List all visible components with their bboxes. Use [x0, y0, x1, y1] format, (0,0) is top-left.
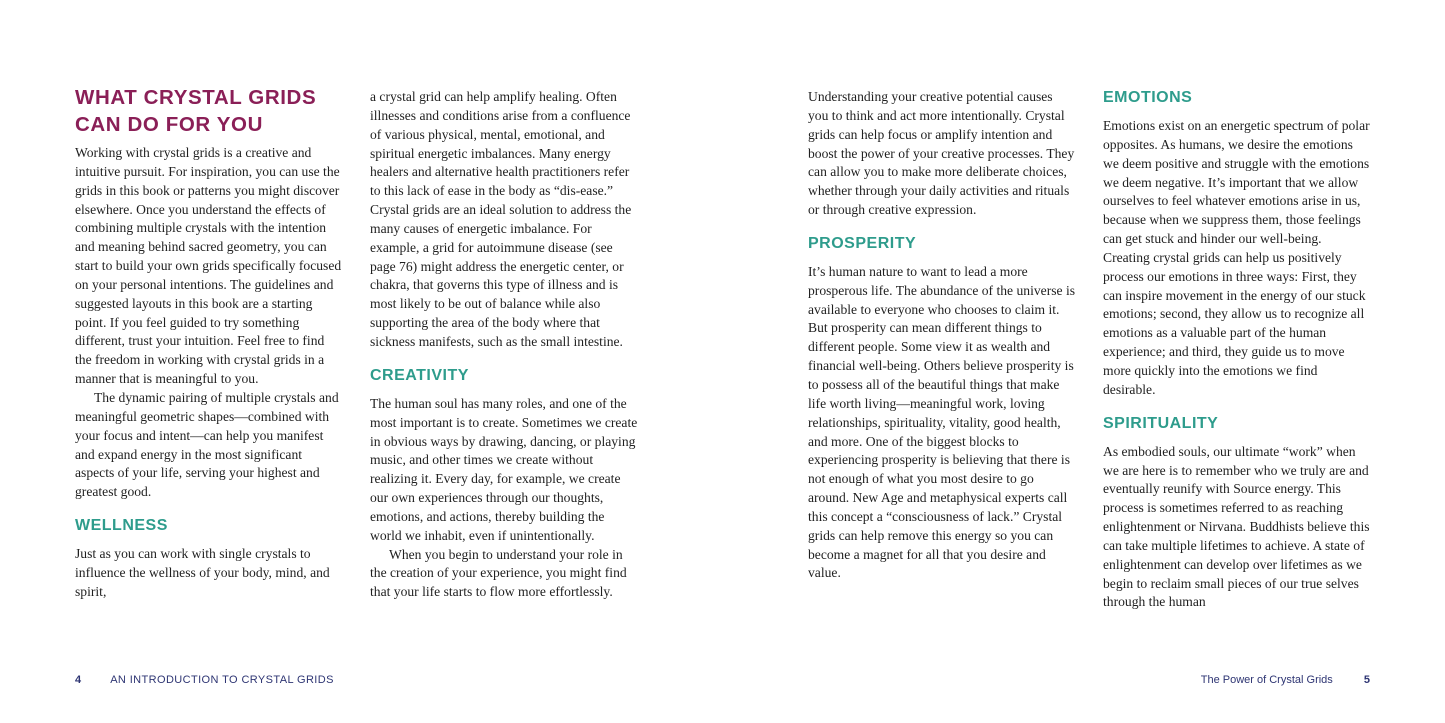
running-head-right: The Power of Crystal Grids — [1200, 674, 1333, 686]
left-footer — [75, 673, 334, 687]
intro-paragraph: Working with crystal grids is a creative and intuitive pursuit. For inspiration, you can use the grids in this book or patterns you might discover elsewhere. Once you understand the effects of combining multiple crystals with the intention and meaning behind sacred geometry, you can start to build your own grids specifically focused on your personal intentions. The guidelines and suggested layouts in this book are a starting point. If you feel guided to try something different, trust your intuition. Feel free to find the freedom in working with crystal grids in a manner that is meaningful to you. — [75, 145, 342, 387]
running-head-left: AN INTRODUCTION TO CRYSTAL GRIDS — [110, 674, 334, 686]
wellness-paragraph: Just as you can work with single crystals to influence the wellness of your body, mind, and spirit, — [75, 546, 330, 599]
page-number-left: 4 — [75, 674, 82, 686]
wellness-heading: WELLNESS — [75, 517, 168, 535]
creativity-paragraph: The human soul has many roles, and one of the most important is to create. Sometimes we create in obvious ways by drawing, dancing, or playing music, and other times we create without realizing it. Every day, for example, we create our own experiences through our thoughts, emotions, and actions, thereby building the world we inhabit, even if unintentionally. — [370, 395, 638, 543]
emotions-paragraph: Emotions exist on an energetic spectrum of polar opposites. As humans, we desire the emotions we deem positive and struggle with the emotions we deem negative. It’s important that we allow ourselves to feel whatever emotions arise in us, because when we suppress them, those feelings can get stuck and hinder our well-being. Creating crystal grids can help us positively process our emotions in three ways: First, they can inspire movement in the energy of our stuck emotions; second, they allow us to recognize all emotions as a valuable part of the human experience; and third, they guide us to move more quickly into the emotions we find desirable. — [1103, 118, 1370, 397]
column-1 — [75, 84, 343, 602]
prosperity-heading: PROSPERITY — [808, 234, 917, 252]
right-footer — [1201, 673, 1370, 687]
emotions-heading: EMOTIONS — [1103, 89, 1193, 106]
creativity-heading: CREATIVITY — [370, 366, 469, 384]
wellness-paragraph-continued: a crystal grid can help amplify healing. Often illnesses and conditions arise from a confluence of various physical, mental, emotional, and spiritual energetic imbalances. Many energy healers and alternative health practitioners refer to this lack of ease in the body as “dis-ease.” Crystal grids are an ideal solution to address the many causes of energetic imbalance. For example, a grid for autoimmune disease (see page 76) might address the energetic center, or chakra, that governs this type of illness and is most likely to be out of balance while also supporting the area of the body where that sickness manifests, such as the small intestine. — [370, 89, 632, 349]
creativity-paragraph-continued: Understanding your creative potential causes you to think and act more intentionally. Crystal grids can help focus or amplify intention and boost the power of your creative processes. They can allow you to make more deliberate choices, whether through your daily activities and rituals or through creative expression. — [808, 89, 1075, 218]
column-4 — [1103, 88, 1371, 612]
column-2 — [370, 88, 638, 602]
page-heading: WHAT CRYSTAL GRIDS CAN DO FOR YOU — [75, 86, 317, 136]
prosperity-paragraph: It’s human nature to want to lead a more prosperous life. The abundance of the universe is available to everyone who chooses to claim it. But prosperity can mean different things to different people. Some view it as wealth and financial well-being. Others believe prosperity is to possess all of the beautiful things that make life worth living—meaningful work, loving relationships, spirituality, vitality, good health, and more. One of the biggest blocks to experiencing prosperity is believing that there is not enough of what you most desire to go around. New Age and metaphysical experts call this concept a “consciousness of lack.” Crystal grids can help remove this energy so you can become a magnet for all that you desire and value. — [808, 263, 1076, 581]
spirituality-paragraph: As embodied souls, our ultimate “work” when we are here is to remember who we truly are and eventually reunify with Source energy. This process is sometimes referred to as reaching enlightenment or Nirvana. Buddhists believe this can take multiple lifetimes to achieve. A state of enlightenment can develop over lifetimes as we begin to reclaim small pieces of our true selves through the human — [1103, 443, 1370, 610]
spirituality-heading: SPIRITUALITY — [1103, 414, 1219, 432]
page-number-right: 5 — [1363, 674, 1370, 686]
creativity-paragraph-2: When you begin to understand your role in the creation of your experience, you might find that your life starts to flow more effortlessly. — [370, 546, 627, 600]
column-3 — [808, 88, 1076, 583]
intro-paragraph-2: The dynamic pairing of multiple crystals and meaningful geometric shapes—combined with your focus and intent—can help you manifest and expand energy in the most significant aspects of your life, serving your highest and greatest good. — [75, 389, 339, 500]
